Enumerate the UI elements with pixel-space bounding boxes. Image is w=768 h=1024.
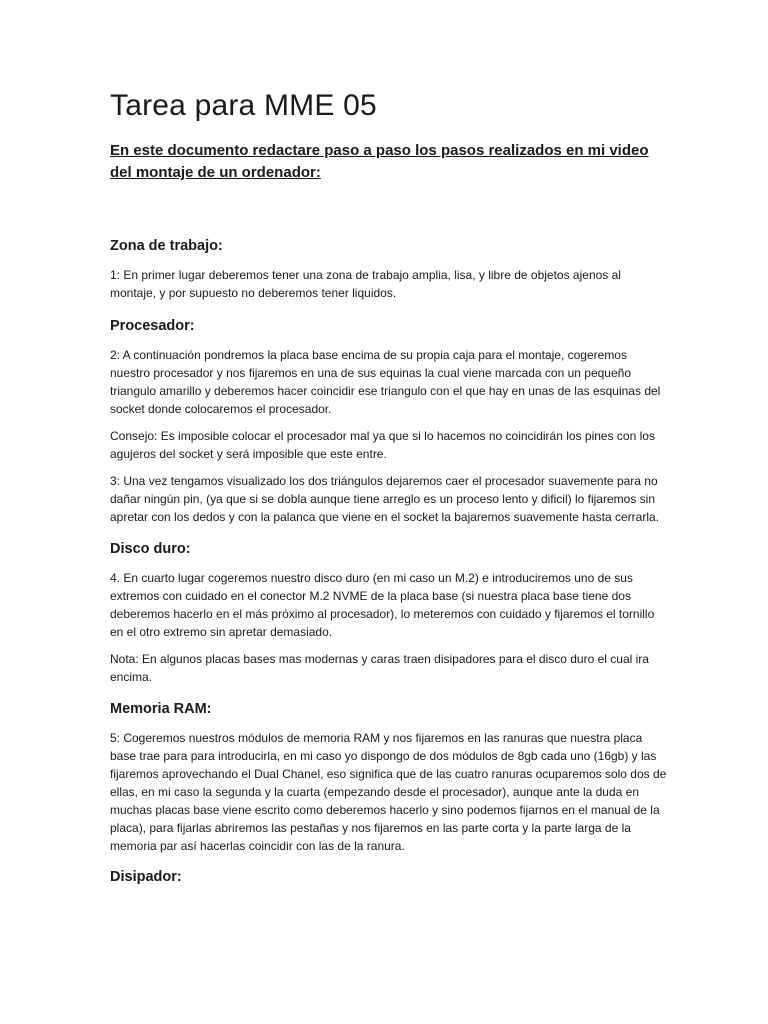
document-page — [110, 86, 670, 887]
document-subtitle: En este documento redactare paso a paso los pasos realizados en mi video del montaje de un ordenador: — [110, 142, 649, 181]
section-heading: Procesador: — [110, 318, 195, 334]
paragraph: 5: Cogeremos nuestros módulos de memoria RAM y nos fijaremos en las ranuras que nuestra placa base trae para para introducirla, en mi caso yo dispongo de dos módulos de 8gb cada uno (16gb) y las fijaremos aprovechando el Dual Chanel, eso significa que de las cuatro ranuras ocuparemos solo dos de ellas, en mi caso la segunda y la cuarta (empezando desde el procesador), aunque ante la duda en muchas placas base viene escrito como deberemos hacerlo y sino podemos fijarnos en el manual de la placa), para fijarlas abriremos las pestañas y nos fijaremos en las parte corta y la parte larga de la memoria par así hacerlas coincidir con las de la ranura. — [110, 731, 667, 853]
paragraph: 2: A continuación pondremos la placa base encima de su propia caja para el montaje, cogeremos nuestro procesador y nos fijaremos en una de sus equinas la cual viene marcada con un pequeño triangulo amarillo y deberemos hacer coincidir ese triangulo con el que hay en unas de las esquinas del socket donde colocaremos el procesador. — [110, 348, 661, 416]
paragraph: 1: En primer lugar deberemos tener una zona de trabajo amplia, lisa, y libre de objetos ajenos al montaje, y por supuesto no deberemos tener liquidos. — [110, 268, 621, 300]
section-procesador — [110, 316, 670, 526]
section-heading: Disipador: — [110, 869, 182, 885]
paragraph: Nota: En algunos placas bases mas modernas y caras traen disipadores para el disco duro el cual ira encima. — [110, 652, 649, 684]
paragraph: 4. En cuarto lugar cogeremos nuestro disco duro (en mi caso un M.2) e introduciremos uno de sus extremos con cuidado en el conector M.2 NVME de la placa base (si nuestra placa base tiene dos deberemos hacerlo en el más próximo al procesador), lo meteremos con cuidado y fijaremos el tornillo en el otro extremo sin apretar demasiado. — [110, 571, 655, 639]
section-heading: Zona de trabajo: — [110, 238, 223, 254]
document-title: Tarea para MME 05 — [110, 89, 377, 122]
paragraph: Consejo: Es imposible colocar el procesador mal ya que si lo hacemos no coincidirán los pines con los agujeros del socket y será imposible que este entre. — [110, 429, 655, 461]
section-zona-de-trabajo — [110, 236, 670, 302]
paragraph: 3: Una vez tengamos visualizado los dos triángulos dejaremos caer el procesador suavemente para no dañar ningún pin, (ya que si se dobla aunque tiene arreglo es un proceso lento y dificil) lo fijaremos sin apretar con los dedos y con la palanca que viene en el socket la bajaremos suavemente hasta cerrarla. — [110, 474, 659, 524]
section-heading: Memoria RAM: — [110, 701, 212, 717]
section-memoria-ram — [110, 699, 670, 855]
section-disipador — [110, 867, 670, 887]
section-heading: Disco duro: — [110, 541, 191, 557]
section-disco-duro — [110, 539, 670, 686]
